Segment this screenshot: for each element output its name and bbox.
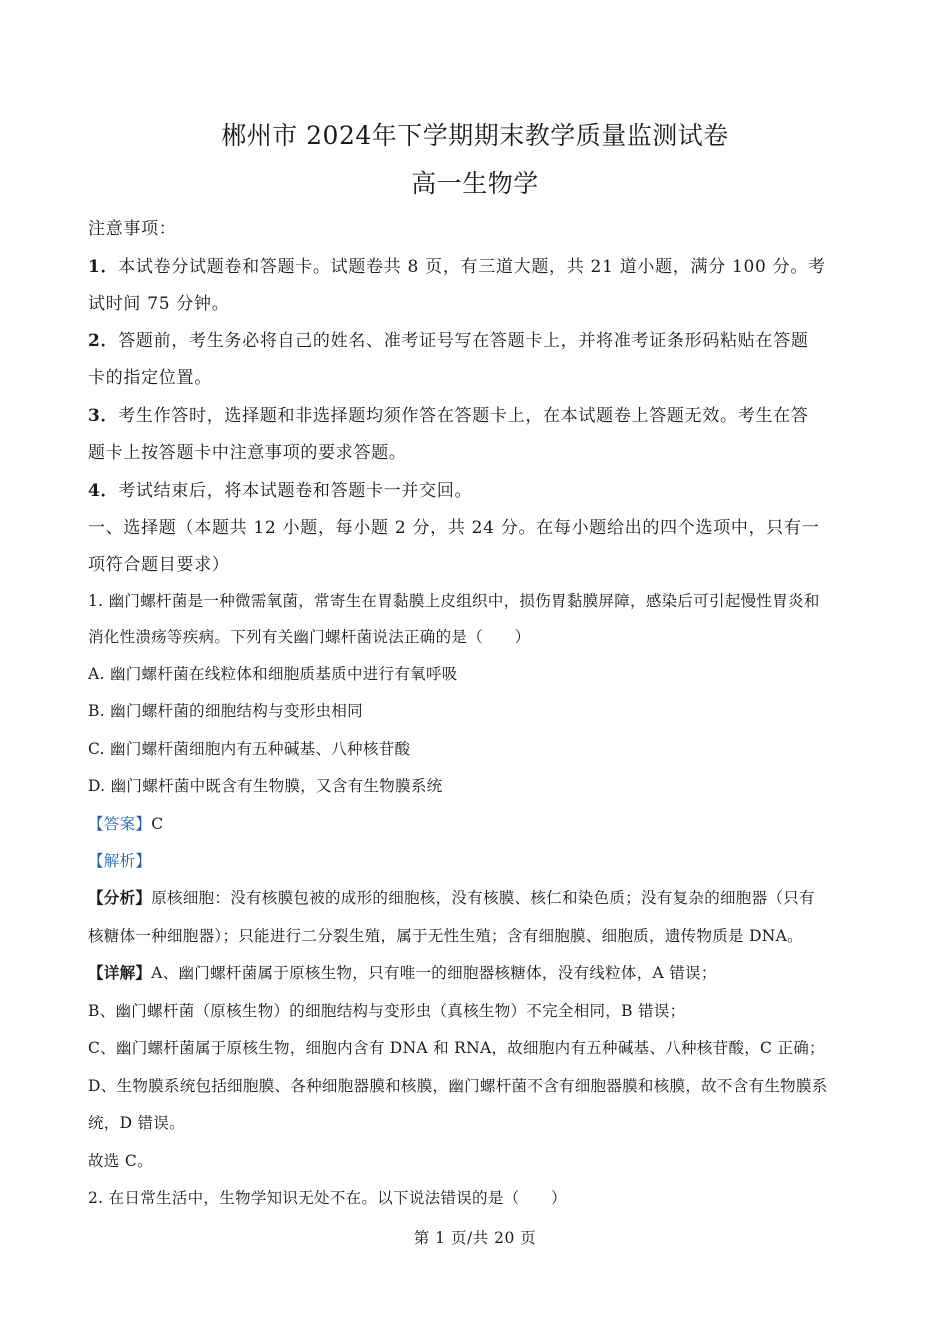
q1-xiangjie-d: D、生物膜系统包括细胞膜、各种细胞器膜和核膜，幽门螺杆菌不含有细胞器膜和核膜，故不含有生物膜系 [88,1077,828,1095]
q1-option-b: B. 幽门螺杆菌的细胞结构与变形虫相同 [88,702,363,720]
notice-item-4 [88,476,878,501]
notice-item-3 [88,401,878,426]
q1-xiangjie-c: C、幽门螺杆菌属于原核生物，细胞内含有 DNA 和 RNA，故细胞内有五种碱基、八种核苷酸，C 正确； [88,1039,825,1057]
fenxi-text: 原核细胞：没有核膜包被的成形的细胞核，没有核膜、核仁和染色质；没有复杂的细胞器（只有 [151,889,815,907]
notice-num-dot: ． [100,331,119,351]
notice-num-dot: ． [100,406,119,426]
notice-num: 4 [88,481,101,501]
fenxi-label: 【分析】 [88,888,152,907]
section-heading: 一、选择题（本题共 12 小题，每小题 2 分，共 24 分。在每小题给出的四个选项中，只有一 [88,518,820,538]
q1-xiangjie-d-cont: 统，D 错误。 [88,1114,185,1132]
notice-item-3-cont: 题卡上按答题卡中注意事项的要求答题。 [88,443,407,463]
q1-xiangjie [88,961,878,983]
notice-text: 考生作答时，选择题和非选择题均须作答在答题卡上，在本试题卷上答题无效。考生在答 [118,406,809,426]
q1-stem: 1. 幽门螺杆菌是一种微需氧菌，常寄生在胃黏膜上皮组织中，损伤胃黏膜屏障，感染后可引起慢性胃炎和 [88,592,820,610]
q1-answer [88,812,878,834]
q1-option-d: D. 幽门螺杆菌中既含有生物膜，又含有生物膜系统 [88,777,443,795]
subject-subtitle: 高一生物学 [411,169,539,198]
q2-stem: 2. 在日常生活中，生物学知识无处不在。以下说法错误的是（ ） [88,1189,567,1207]
exam-title: 郴州市 2024年下学期期末教学质量监测试卷 [221,121,729,150]
q1-option-a: A. 幽门螺杆菌在线粒体和细胞质基质中进行有氧呼吸 [88,665,458,683]
notice-item-2 [88,326,878,351]
notice-text: 本试卷分试题卷和答题卡。试题卷共 8 页，有三道大题，共 21 道小题，满分 100 分。考 [118,257,826,277]
notice-item-1 [88,252,878,277]
q1-option-c: C. 幽门螺杆菌细胞内有五种碱基、八种核苷酸 [88,740,411,758]
notice-heading: 注意事项： [88,219,177,239]
q1-analysis-label: 【解析】 [88,852,152,870]
answer-label: 【答案】 [88,815,152,833]
answer-value: C [151,815,164,833]
q1-xiangjie-b: B、幽门螺杆菌（原核生物）的细胞结构与变形虫（真核生物）不完全相同，B 错误； [88,1002,686,1020]
notice-num-dot: ． [100,257,119,277]
xiangjie-label: 【详解】 [88,963,152,982]
q1-conclusion: 故选 C。 [88,1152,153,1170]
q1-fenxi [88,886,878,908]
notice-text: 考试结束后，将本试题卷和答题卡一并交回。 [118,481,473,501]
notice-num: 1 [88,257,101,277]
q1-fenxi-cont: 核糖体一种细胞器）；只能进行二分裂生殖，属于无性生殖；含有细胞膜、细胞质，遗传物质是 DNA。 [88,927,803,945]
notice-item-1-cont: 试时间 75 分钟。 [88,294,230,314]
xiangjie-text: A、幽门螺杆菌属于原核生物，只有唯一的细胞器核糖体，没有线粒体，A 错误； [151,964,717,982]
notice-num: 3 [88,406,101,426]
notice-num: 2 [88,331,101,351]
notice-item-2-cont: 卡的指定位置。 [88,368,212,388]
notice-text: 答题前，考生务必将自己的姓名、准考证号写在答题卡上，并将准考证条形码粘贴在答题 [118,331,809,351]
notice-num-dot: ． [100,481,119,501]
page-footer: 第 1 页/共 20 页 [413,1229,537,1247]
section-heading-cont: 项符合题目要求） [88,555,230,575]
q1-stem-cont: 消化性溃疡等疾病。下列有关幽门螺杆菌说法正确的是（ ） [88,628,531,646]
